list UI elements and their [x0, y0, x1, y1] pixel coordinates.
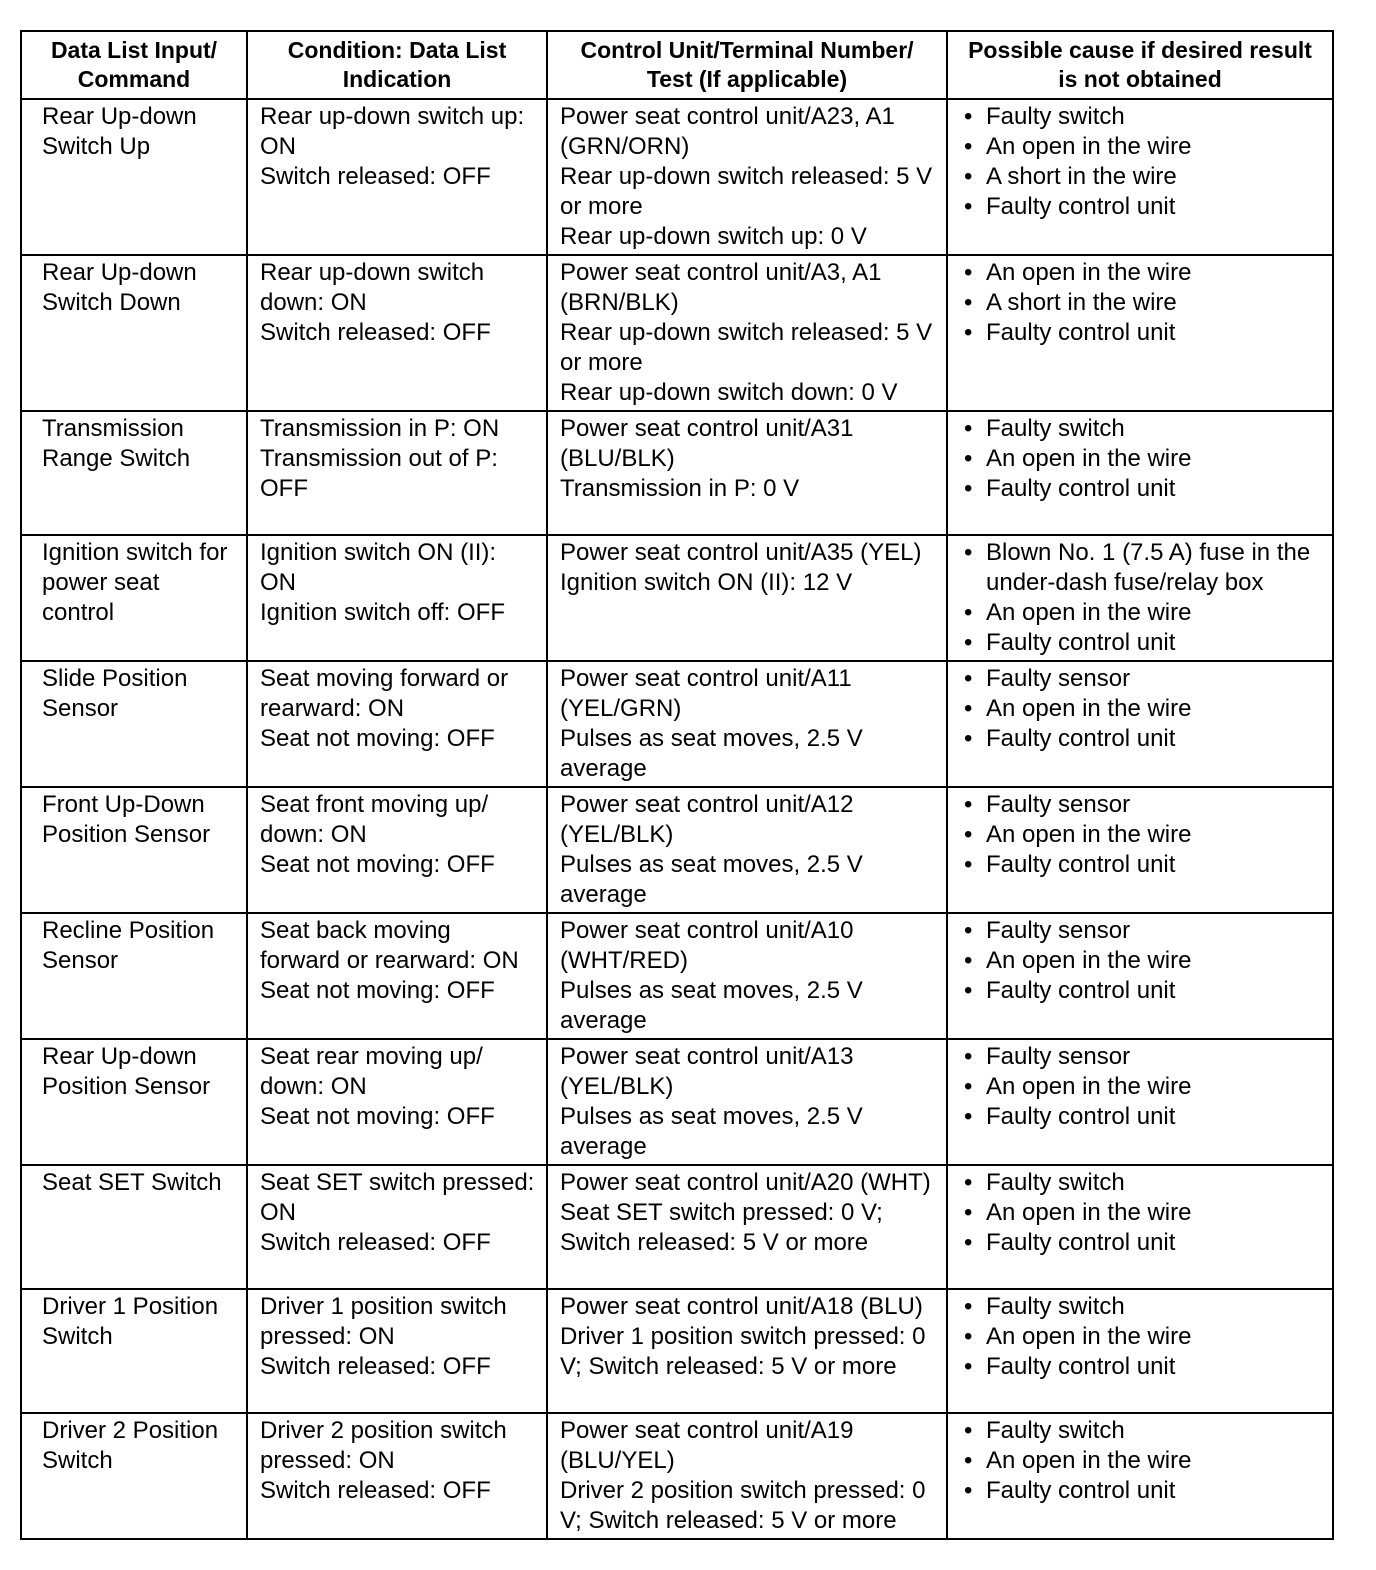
control-line: Power seat control unit/A23, A1 (GRN/ORN) — [560, 103, 895, 160]
header-control-unit: Control Unit/Terminal Number/ Test (If applicable) — [547, 31, 947, 99]
cell-control-unit — [547, 787, 947, 913]
cell-condition — [247, 411, 547, 535]
control-line: Driver 2 position switch pressed: 0 V; Switch released: 5 V or more — [560, 1477, 926, 1534]
condition-line: Transmission out of P: OFF — [260, 445, 498, 502]
causes-list — [960, 1416, 1322, 1506]
condition-line: Driver 2 position switch pressed: ON — [260, 1417, 507, 1474]
condition-line: Seat not moving: OFF — [260, 977, 495, 1004]
table-header — [21, 31, 1333, 99]
cell-condition — [247, 661, 547, 787]
table-row — [21, 661, 1333, 787]
cause-item: • Faulty control unit — [960, 628, 1322, 658]
cell-possible-causes — [947, 661, 1333, 787]
cause-item: • Faulty switch — [960, 102, 1322, 132]
cell-condition — [247, 1165, 547, 1289]
causes-list — [960, 1292, 1322, 1382]
control-line: Switch released: 5 V or more — [560, 1229, 869, 1256]
causes-list — [960, 1168, 1322, 1258]
cell-possible-causes — [947, 1165, 1333, 1289]
condition-line: Seat moving forward or rearward: ON — [260, 665, 509, 722]
cell-possible-causes — [947, 255, 1333, 411]
cause-item: • Faulty sensor — [960, 1042, 1322, 1072]
condition-line: Rear up-down switch down: ON — [260, 259, 485, 316]
control-line: Power seat control unit/A11 (YEL/GRN) — [560, 665, 852, 722]
condition-line: Ignition switch ON (II): ON — [260, 539, 497, 596]
cause-item: • Faulty switch — [960, 1416, 1322, 1446]
table-row — [21, 1039, 1333, 1165]
control-line: Power seat control unit/A12 (YEL/BLK) — [560, 791, 854, 848]
cause-item: • An open in the wire — [960, 694, 1322, 724]
condition-line: Transmission in P: ON — [260, 415, 500, 442]
cell-condition — [247, 535, 547, 661]
cell-possible-causes — [947, 99, 1333, 255]
header-condition: Condition: Data List Indication — [247, 31, 547, 99]
cell-possible-causes — [947, 913, 1333, 1039]
cause-item: • An open in the wire — [960, 598, 1322, 628]
cause-item: • Faulty control unit — [960, 724, 1322, 754]
cause-item: • Faulty control unit — [960, 318, 1322, 348]
cause-item: • Faulty switch — [960, 1168, 1322, 1198]
control-line: Pulses as seat moves, 2.5 V average — [560, 725, 863, 782]
cause-item: • An open in the wire — [960, 820, 1322, 850]
table-body — [21, 99, 1333, 1539]
cause-item: • Faulty sensor — [960, 916, 1322, 946]
cell-data-list-input: Slide Position Sensor — [21, 661, 247, 787]
cause-item: • An open in the wire — [960, 132, 1322, 162]
cell-condition — [247, 1039, 547, 1165]
cause-item: • Faulty control unit — [960, 1102, 1322, 1132]
cause-item: • Faulty control unit — [960, 1228, 1322, 1258]
cause-item: • Faulty control unit — [960, 474, 1322, 504]
cause-item: • Faulty switch — [960, 1292, 1322, 1322]
cause-item: • Faulty control unit — [960, 1476, 1322, 1506]
header-data-list-input: Data List Input/ Command — [21, 31, 247, 99]
control-line: Power seat control unit/A3, A1 (BRN/BLK) — [560, 259, 882, 316]
table-row — [21, 913, 1333, 1039]
control-line: Rear up-down switch released: 5 V or more — [560, 163, 933, 220]
control-line: Driver 1 position switch pressed: 0 V; Switch released: 5 V or more — [560, 1323, 926, 1380]
condition-line: Switch released: OFF — [260, 319, 491, 346]
cell-control-unit — [547, 1165, 947, 1289]
condition-line: Seat not moving: OFF — [260, 851, 495, 878]
cell-possible-causes — [947, 1289, 1333, 1413]
cell-condition — [247, 255, 547, 411]
condition-line: Seat front moving up/ down: ON — [260, 791, 489, 848]
control-line: Rear up-down switch released: 5 V or more — [560, 319, 933, 376]
control-line: Power seat control unit/A31 (BLU/BLK) — [560, 415, 854, 472]
cell-possible-causes — [947, 1039, 1333, 1165]
control-line: Pulses as seat moves, 2.5 V average — [560, 977, 863, 1034]
cause-item: • Faulty control unit — [960, 192, 1322, 222]
condition-line: Seat rear moving up/ down: ON — [260, 1043, 483, 1100]
table-row — [21, 787, 1333, 913]
cell-possible-causes — [947, 411, 1333, 535]
cell-data-list-input: Recline Position Sensor — [21, 913, 247, 1039]
cause-item: • An open in the wire — [960, 946, 1322, 976]
cause-item: • An open in the wire — [960, 1446, 1322, 1476]
control-line: Power seat control unit/A18 (BLU) — [560, 1293, 923, 1320]
table-row — [21, 255, 1333, 411]
cause-item: • Faulty sensor — [960, 790, 1322, 820]
table-row — [21, 1165, 1333, 1289]
header-row — [21, 31, 1333, 99]
table-row — [21, 99, 1333, 255]
cell-control-unit — [547, 1039, 947, 1165]
cell-data-list-input: Rear Up-down Switch Down — [21, 255, 247, 411]
condition-line: Seat back moving forward or rearward: ON — [260, 917, 519, 974]
control-line: Pulses as seat moves, 2.5 V average — [560, 851, 863, 908]
condition-line: Driver 1 position switch pressed: ON — [260, 1293, 507, 1350]
cause-item: • A short in the wire — [960, 288, 1322, 318]
cell-condition — [247, 1289, 547, 1413]
cell-condition — [247, 1413, 547, 1539]
cause-item: • Faulty sensor — [960, 664, 1322, 694]
cell-data-list-input: Ignition switch for power seat control — [21, 535, 247, 661]
cell-data-list-input: Driver 1 Position Switch — [21, 1289, 247, 1413]
cell-condition — [247, 99, 547, 255]
condition-line: Seat not moving: OFF — [260, 1103, 495, 1130]
control-line: Power seat control unit/A35 (YEL) — [560, 539, 922, 566]
control-line: Rear up-down switch up: 0 V — [560, 223, 867, 250]
cell-data-list-input: Seat SET Switch — [21, 1165, 247, 1289]
cell-control-unit — [547, 535, 947, 661]
cell-possible-causes — [947, 535, 1333, 661]
causes-list — [960, 916, 1322, 1006]
cell-possible-causes — [947, 1413, 1333, 1539]
condition-line: Switch released: OFF — [260, 1477, 491, 1504]
cell-data-list-input: Transmission Range Switch — [21, 411, 247, 535]
cell-data-list-input: Driver 2 Position Switch — [21, 1413, 247, 1539]
cell-data-list-input: Rear Up-down Switch Up — [21, 99, 247, 255]
condition-line: Switch released: OFF — [260, 1229, 491, 1256]
control-line: Power seat control unit/A10 (WHT/RED) — [560, 917, 854, 974]
condition-line: Switch released: OFF — [260, 1353, 491, 1380]
control-line: Power seat control unit/A13 (YEL/BLK) — [560, 1043, 854, 1100]
cell-control-unit — [547, 1289, 947, 1413]
cause-item: • Faulty switch — [960, 414, 1322, 444]
cause-item: • Faulty control unit — [960, 1352, 1322, 1382]
causes-list — [960, 102, 1322, 222]
control-line: Power seat control unit/A20 (WHT) — [560, 1169, 931, 1196]
cell-data-list-input: Rear Up-down Position Sensor — [21, 1039, 247, 1165]
control-line: Rear up-down switch down: 0 V — [560, 379, 898, 406]
table-row — [21, 411, 1333, 535]
cause-item: • A short in the wire — [960, 162, 1322, 192]
condition-line: Switch released: OFF — [260, 163, 491, 190]
control-line: Power seat control unit/A19 (BLU/YEL) — [560, 1417, 854, 1474]
cell-possible-causes — [947, 787, 1333, 913]
control-line: Seat SET switch pressed: 0 V; — [560, 1199, 883, 1226]
condition-line: Ignition switch off: OFF — [260, 599, 505, 626]
cell-control-unit — [547, 255, 947, 411]
cell-control-unit — [547, 99, 947, 255]
causes-list — [960, 664, 1322, 754]
cause-item: • Blown No. 1 (7.5 A) fuse in the under-dash fuse/relay box — [960, 538, 1322, 598]
cell-condition — [247, 787, 547, 913]
cause-item: • An open in the wire — [960, 258, 1322, 288]
header-possible-cause: Possible cause if desired result is not obtained — [947, 31, 1333, 99]
cause-item: • Faulty control unit — [960, 976, 1322, 1006]
causes-list — [960, 790, 1322, 880]
cell-control-unit — [547, 411, 947, 535]
table-row — [21, 1289, 1333, 1413]
condition-line: Seat not moving: OFF — [260, 725, 495, 752]
cause-item: • An open in the wire — [960, 1322, 1322, 1352]
diagnostic-data-list-table — [20, 30, 1334, 1540]
causes-list — [960, 538, 1322, 658]
causes-list — [960, 414, 1322, 504]
cause-item: • An open in the wire — [960, 1198, 1322, 1228]
causes-list — [960, 1042, 1322, 1132]
table-row — [21, 1413, 1333, 1539]
causes-list — [960, 258, 1322, 348]
cell-control-unit — [547, 1413, 947, 1539]
cause-item: • An open in the wire — [960, 1072, 1322, 1102]
control-line: Ignition switch ON (II): 12 V — [560, 569, 853, 596]
control-line: Transmission in P: 0 V — [560, 475, 800, 502]
cell-condition — [247, 913, 547, 1039]
cell-control-unit — [547, 913, 947, 1039]
table-row — [21, 535, 1333, 661]
cause-item: • Faulty control unit — [960, 850, 1322, 880]
cell-control-unit — [547, 661, 947, 787]
control-line: Pulses as seat moves, 2.5 V average — [560, 1103, 863, 1160]
cell-data-list-input: Front Up-Down Position Sensor — [21, 787, 247, 913]
condition-line: Seat SET switch pressed: ON — [260, 1169, 535, 1226]
condition-line: Rear up-down switch up: ON — [260, 103, 525, 160]
cause-item: • An open in the wire — [960, 444, 1322, 474]
